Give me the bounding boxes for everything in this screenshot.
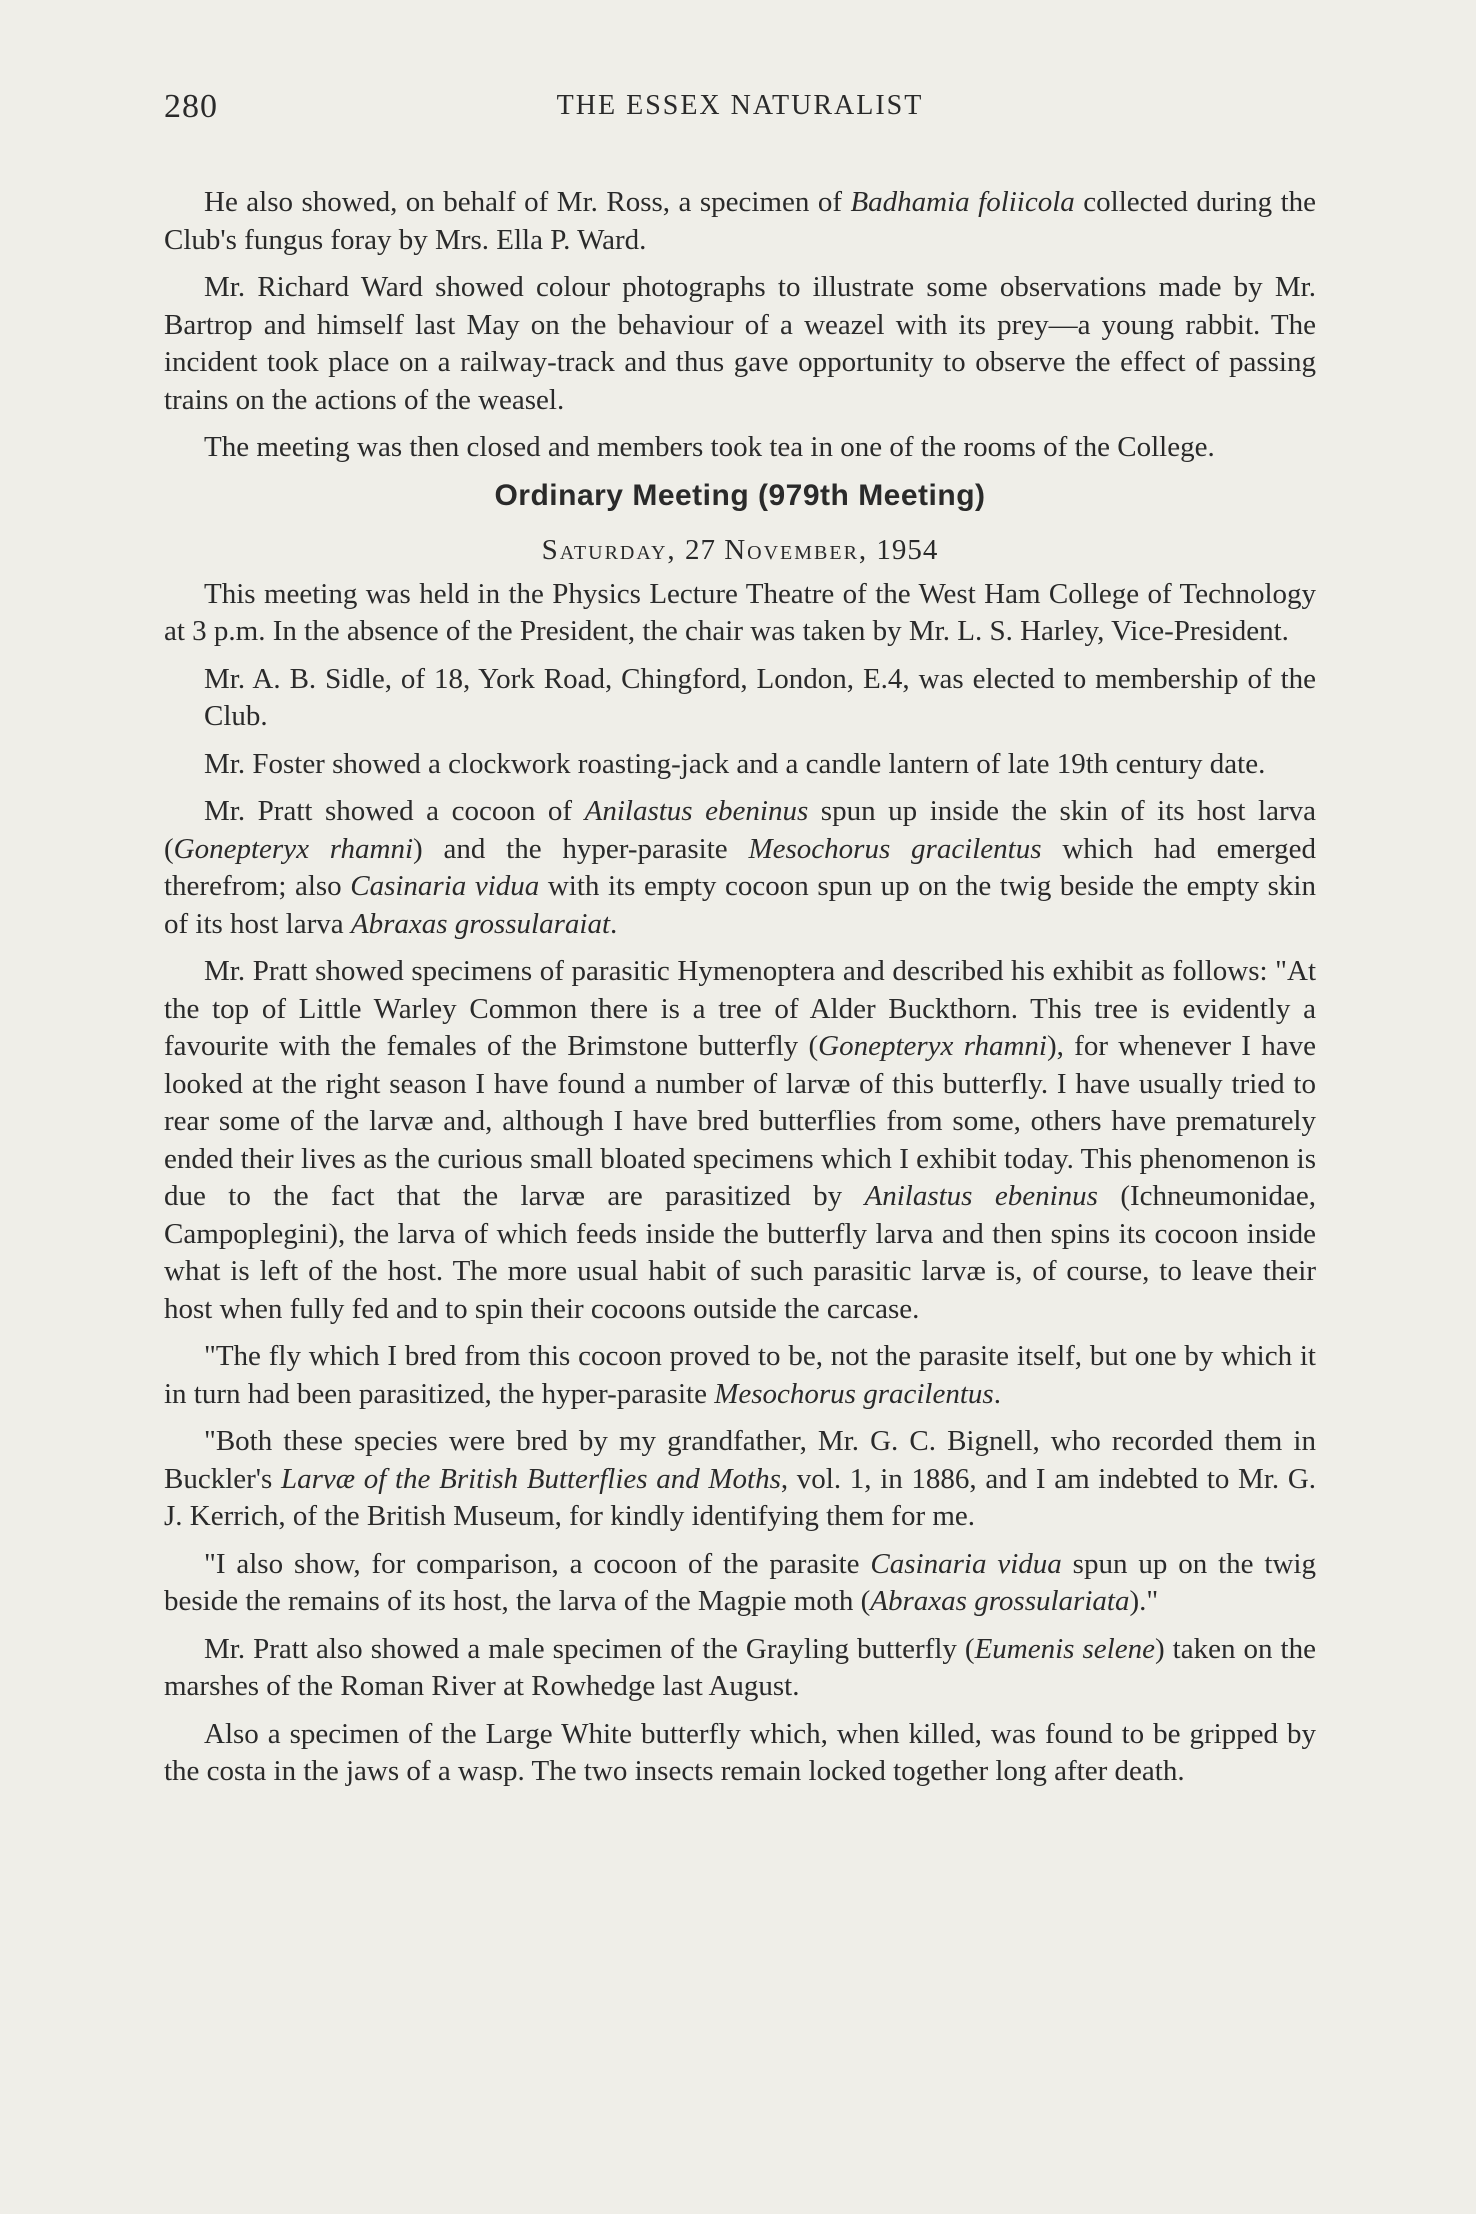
paragraph-new-member: Mr. A. B. Sidle, of 18, York Road, Chingford, London, E.4, was elected to membership of the Club.	[204, 662, 1316, 732]
species-name: Eumenis selene	[974, 1632, 1155, 1665]
paragraph-pratt-cocoon: Mr. Pratt showed a cocoon of Anilastus ebeninus spun up inside the skin of its host larva (Gonepteryx rhamni) and the hyper-parasite Mesochorus gracilentus which had emerged therefrom; also Casinaria vidua with its empty cocoon spun up on the twig beside the empty skin of its host larva Abraxas grossularaiat.	[164, 795, 1316, 940]
paragraph-foster-exhibit: Mr. Foster showed a clockwork roasting-jack and a candle lantern of late 19th century date.	[204, 747, 1266, 780]
species-name: Gonepteryx rhamni	[818, 1030, 1047, 1062]
paragraph-hyper-parasite: "The fly which I bred from this cocoon proved to be, not the parasite itself, but one by which it in turn had been parasitized, the hyper-parasite Mesochorus gracilentus.	[164, 1340, 1316, 1410]
species-name: Anilastus ebeninus	[864, 1180, 1098, 1212]
species-name: Anilastus ebeninus	[584, 795, 809, 827]
species-name: Casinaria vidua	[350, 870, 540, 902]
paragraph-meeting-venue: This meeting was held in the Physics Lecture Theatre of the West Ham College of Technology at 3 p.m. In the absence of the President, the chair was taken by Mr. L. S. Harley, Vice-President.	[164, 577, 1316, 647]
paragraph-casinaria-comparison: "I also show, for comparison, a cocoon of the parasite Casinaria vidua spun up on the twig beside the remains of its host, the larva of the Magpie moth (Abraxas grossulariata)."	[164, 1547, 1316, 1617]
page-number: 280	[164, 88, 218, 125]
paragraph-weazel-photographs: Mr. Richard Ward showed colour photographs to illustrate some observations made by Mr. Bartrop and himself last May on the behaviour of a weazel with its prey—a young rabbit. The incident took place on a railway-track and thus gave opportunity to observe the effect of passing trains on the actions of the weasel.	[164, 271, 1316, 416]
paragraph-meeting-closed: The meeting was then closed and members took tea in one of the rooms of the College.	[204, 431, 1215, 463]
species-name: Casinaria vidua	[870, 1547, 1062, 1580]
journal-title: THE ESSEX NATURALIST	[556, 90, 924, 121]
paragraph-grayling: Mr. Pratt also showed a male specimen of the Grayling butterfly (Eumenis selene) taken on the marshes of the Roman River at Rowhedge last August.	[164, 1632, 1316, 1702]
species-name: Mesochorus gracilentus	[748, 832, 1042, 865]
meeting-heading: Ordinary Meeting (979th Meeting)	[494, 478, 986, 512]
paragraph-bignell: "Both these species were bred by my grandfather, Mr. G. C. Bignell, who recorded them in Buckler's Larvæ of the British Butterflies and Moths, vol. 1, in 1886, and I am indebted to Mr. G. J. Kerrich, of the British Museum, for kindly identifying them for me.	[164, 1425, 1317, 1532]
species-name: Gonepteryx rhamni	[173, 832, 414, 865]
book-title: Larvæ of the British Butterflies and Moths	[280, 1462, 781, 1495]
species-name: Badhamia foliicola	[850, 186, 1075, 218]
species-name: Abraxas grossularaiat	[350, 907, 611, 940]
paragraph-pratt-hymenoptera: Mr. Pratt showed specimens of parasitic Hymenoptera and described his exhibit as follows: "At the top of Little Warley Common there is a tree of Alder Buckthorn. This tree is evidently a favourite with the females of the Brimstone butterfly (Gonepteryx rhamni), for whenever I have looked at the right season I have found a number of larvæ of this butterfly. I have usually tried to rear some of the larvæ and, although I have bred butterflies from some, others have prematurely ended their lives as the curious small bloated specimens which I exhibit today. This phenomenon is due to the fact that the larvæ are parasitized by Anilastus ebeninus (Ichneumonidae, Campoplegini), the larva of which feeds inside the butterfly larva and then spins its cocoon inside what is left of the host. The more usual habit of such parasitic larvæ is, of course, to leave their host when fully fed and to spin their cocoons outside the carcase.	[164, 955, 1317, 1325]
paragraph-large-white: Also a specimen of the Large White butterfly which, when killed, was found to be gripped by the costa in the jaws of a wasp. The two insects remain locked together long after death.	[164, 1717, 1316, 1787]
meeting-date: Saturday, 27 November, 1954	[541, 534, 939, 566]
species-name: Abraxas grossulariata	[870, 1585, 1130, 1617]
running-head	[164, 88, 1316, 136]
species-name: Mesochorus gracilentus	[714, 1377, 994, 1410]
article-body	[164, 184, 1316, 1791]
paragraph-ross-specimen: He also showed, on behalf of Mr. Ross, a specimen of Badhamia foliicola collected during the Club's fungus foray by Mrs. Ella P. Ward.	[164, 186, 1317, 256]
